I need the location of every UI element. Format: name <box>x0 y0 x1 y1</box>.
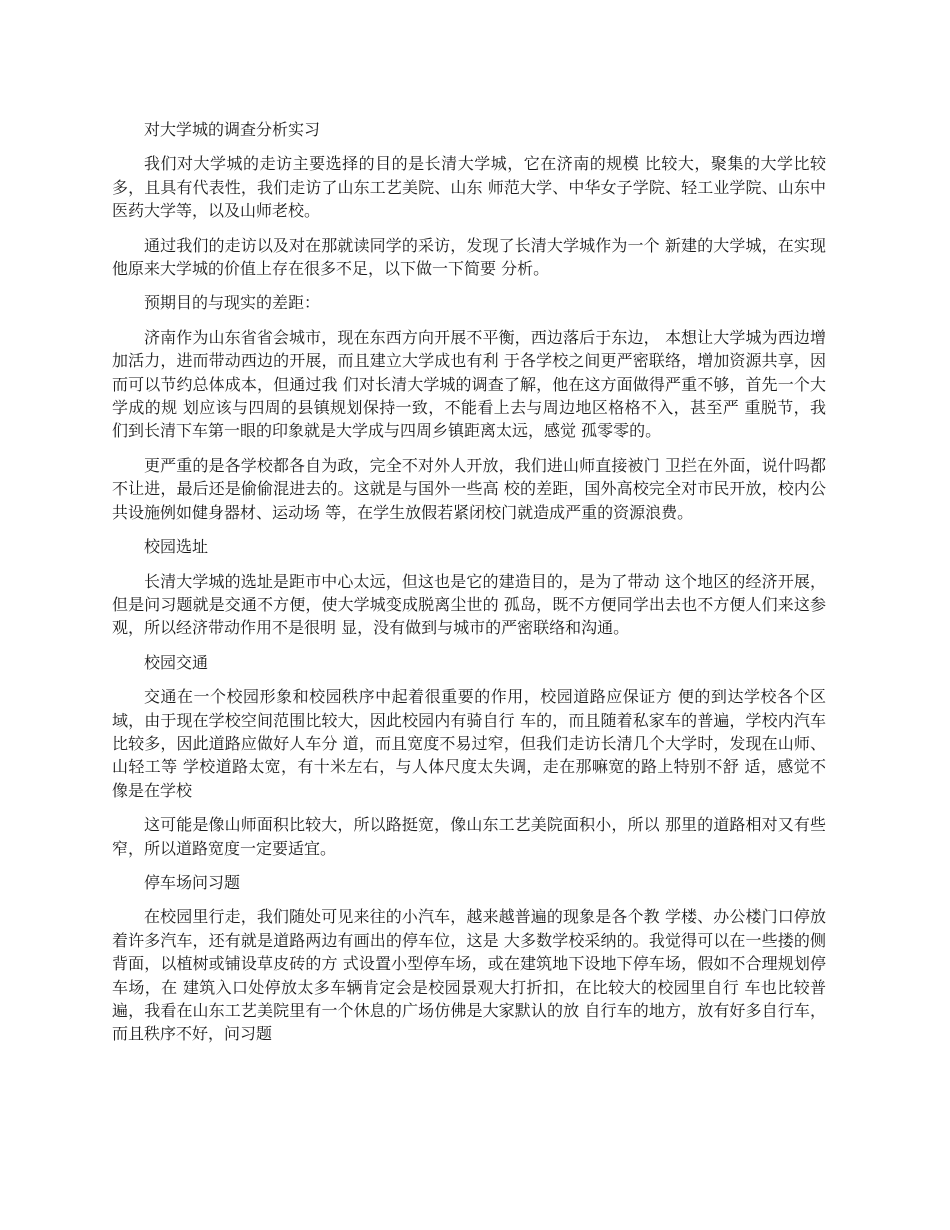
paragraph-traffic-1: 交通在一个校园形象和校园秩序中起着很重要的作用，校园道路应保证方 便的到达学校各个区域，由于现在学校空间范围比较大，因此校园内有骑自行 车的，而且随着私家车的普遍，学校内汽车比较多，因此道路应做好人车分 道，而且宽度不易过窄，但我们走访长清几个大学时，发现在山师、山轻工等 学校道路太宽，有十米左右，与人体尺度太失调，走在那嘛宽的路上特别不舒 适，感觉不像是在学校 <box>112 687 826 800</box>
paragraph-intro: 我们对大学城的走访主要选择的目的是长清大学城，它在济南的规模 比较大，聚集的大学比较多，且具有代表性，我们走访了山东工艺美院、山东 师范大学、中华女子学院、轻工业学院、山东中医药大学等，以及山师老校。 <box>112 154 826 221</box>
paragraph-overview: 通过我们的走访以及对在那就读同学的采访，发现了长清大学城作为一个 新建的大学城，在实现他原来大学城的价值上存在很多不足，以下做一下简要 分析。 <box>112 235 826 279</box>
section-heading-traffic: 校园交通 <box>144 652 209 672</box>
paragraph-site: 长清大学城的选址是距市中心太远，但这也是它的建造目的，是为了带动 这个地区的经济开展，但是问习题就是交通不方便，使大学城变成脱离尘世的 孤岛，既不方便同学出去也不方便人们来这参观，所以经济带动作用不是很明 显，没有做到与城市的严密联络和沟通。 <box>112 571 826 638</box>
doc-title: 对大学城的调查分析实习 <box>144 120 321 139</box>
paragraph-goals-1: 济南作为山东省省会城市，现在东西方向开展不平衡，西边落后于东边， 本想让大学城为西边增加活力，进而带动西边的开展，而且建立大学成也有利 于各学校之间更严密联络，增加资源共享，因而可以节约总体成本，但通过我 们对长清大学城的调查了解，他在这方面做得严重不够，首先一个大学成的规 划应该与四周的县镇规划保持一致，不能看上去与周边地区格格不入，甚至严 重脱节，我们到长清下车第一眼的印象就是大学成与四周乡镇距离太远，感觉 孤零零的。 <box>112 327 826 441</box>
section-heading-goals: 预期目的与现实的差距： <box>144 293 321 313</box>
paragraph-goals-2: 更严重的是各学校都各自为政，完全不对外人开放，我们进山师直接被门 卫拦在外面，说什吗都不让进，最后还是偷偷混进去的。这就是与国外一些高 校的差距，国外高校完全对市民开放，校内公共设施例如健身器材、运动场 等，在学生放假若紧闭校门就造成严重的资源浪费。 <box>112 455 826 522</box>
paragraph-parking: 在校园里行走，我们随处可见来往的小汽车，越来越普遍的现象是各个教 学楼、办公楼门口停放着许多汽车，还有就是道路两边有画出的停车位，这是 大多数学校采纳的。我觉得可以在一些搂的侧背面，以植树或铺设草皮砖的方 式设置小型停车场，或在建筑地下设地下停车场，假如不合理规划停车场，在 建筑入口处停放太多车辆肯定会是校园景观大打折扣，在比较大的校园里自行 车也比较普遍，我看在山东工艺美院里有一个休息的广场仿佛是大家默认的放 自行车的地方，放有好多自行车，而且秩序不好，问习题 <box>112 907 826 1044</box>
document-page <box>112 118 826 1057</box>
paragraph-traffic-2: 这可能是像山师面积比较大，所以路挺宽，像山东工艺美院面积小，所以 那里的道路相对又有些窄，所以道路宽度一定要适宜。 <box>112 815 826 858</box>
section-heading-parking: 停车场问习题 <box>144 872 241 892</box>
section-heading-site: 校园选址 <box>144 537 209 557</box>
